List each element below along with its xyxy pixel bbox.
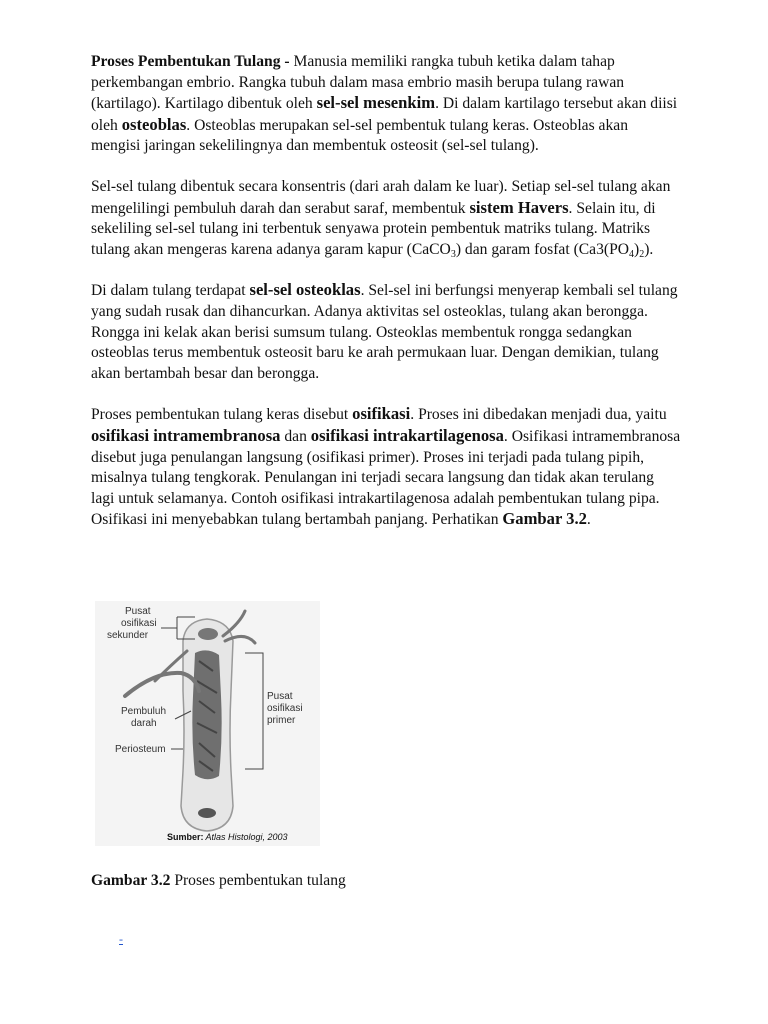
- p4-text-3: dan: [280, 427, 311, 445]
- p2-text-2: . Selain itu, di sekeliling sel-sel tulang ini terbentuk senyawa protein pembentuk matriks tulang. Matriks tulang akan mengeras karena adanya garam kapur (CaCO: [91, 199, 656, 258]
- primary-ossification-center: [192, 650, 221, 779]
- label-periosteum: Periosteum: [115, 744, 166, 755]
- label-primary-2: osifikasi: [267, 703, 303, 714]
- term-osteoklas: sel-sel osteoklas: [249, 280, 361, 300]
- p2-text-5: ).: [644, 240, 654, 258]
- bone-formation-figure: [95, 601, 320, 846]
- term-sel-mesenkim: sel-sel mesenkim: [316, 93, 436, 113]
- blood-vessel-top: [223, 611, 255, 643]
- caption-text: Proses pembentukan tulang: [170, 872, 346, 889]
- blood-vessel-branch: [155, 651, 187, 681]
- paragraph-4: [91, 404, 681, 531]
- p1-text-3: . Osteoblas merupakan sel-sel pembentuk tulang keras. Osteoblas akan mengisi jaringan sekelilingnya dan membentuk osteosit (sel-sel tulang).: [91, 116, 628, 155]
- figure-source: [167, 832, 288, 842]
- figure-source-text: Atlas Histologi, 2003: [205, 832, 288, 842]
- caption-label: Gambar 3.2: [91, 872, 171, 889]
- label-secondary-2: osifikasi: [121, 618, 157, 629]
- term-osteoblas: osteoblas: [121, 114, 187, 134]
- document-title: Proses Pembentukan Tulang -: [91, 53, 290, 70]
- p4-text-4: . Osifikasi intramembranosa disebut juga penulangan langsung (osifikasi primer). Proses ini terjadi pada tulang pipih, misalnya tulang tengkorak. Penulangan ini terjadi secara langsung dan tidak akan terulang lagi untuk selamanya. Contoh osifikasi intrakartilagenosa adalah pembentukan tulang pipa. Osifikasi ini menyebabkan tulang bertambah panjang. Perhatikan: [91, 427, 681, 529]
- label-secondary-1: Pusat: [125, 606, 151, 617]
- lower-epiphysis: [198, 808, 216, 818]
- label-primary-1: Pusat: [267, 691, 293, 702]
- p4-text-5: .: [586, 511, 591, 529]
- label-vessel-1: Pembuluh: [121, 706, 167, 717]
- paragraph-1: [91, 52, 681, 157]
- label-vessel-2: darah: [131, 718, 157, 729]
- p3-text-1: Di dalam tulang terdapat: [91, 282, 250, 300]
- figure-caption: [91, 872, 346, 890]
- label-secondary-3: sekunder: [107, 630, 149, 641]
- subscript: 4: [629, 248, 635, 260]
- p3-text-2: . Sel-sel ini berfungsi menyerap kembali sel tulang yang sudah rusak dan dihancurkan. Adanya aktivitas sel osteoklas, tulang akan berongga. Rongga ini kelak akan berisi sumsum tulang. Osteoklas membentuk rongga sedangkan osteoblas terus membentuk osteosit baru ke arah permukaan luar. Dengan demikian, tulang akan bertambah besar dan berongga.: [91, 282, 678, 382]
- term-osifikasi-intramembranosa: osifikasi intramembranosa: [91, 425, 281, 445]
- p1-text-1: Manusia memiliki rangka tubuh ketika dalam tahap perkembangan embrio. Rangka tubuh dalam masa embrio masih berupa tulang rawan (kartilago). Kartilago dibentuk oleh: [91, 53, 625, 113]
- p4-text-1: Proses pembentukan tulang keras disebut: [91, 406, 353, 424]
- bracket-primary: [245, 653, 263, 769]
- p2-text-4: ): [634, 240, 640, 258]
- term-osifikasi: osifikasi: [352, 404, 411, 424]
- document-body: [91, 52, 681, 551]
- bone-diagram: [95, 601, 320, 846]
- p4-text-2: . Proses ini dibedakan menjadi dua, yaitu: [410, 406, 667, 424]
- paragraph-3: [91, 280, 681, 384]
- figure-source-prefix: Sumber:: [167, 832, 204, 842]
- figure-reference: Gambar 3.2: [502, 509, 587, 529]
- subscript: 2: [639, 248, 645, 260]
- term-osifikasi-intrakartilagenosa: osifikasi intrakartilagenosa: [310, 425, 504, 445]
- label-primary-3: primer: [267, 715, 296, 726]
- subscript: 3: [450, 248, 456, 260]
- p2-text-1: Sel-sel tulang dibentuk secara konsentris (dari arah dalam ke luar). Setiap sel-sel tulang akan mengelilingi pembuluh darah dan serabut saraf, membentuk: [91, 177, 671, 217]
- stray-link[interactable]: -: [119, 932, 123, 946]
- p2-text-3: ) dan garam fosfat (Ca3(PO: [455, 240, 630, 258]
- term-sistem-havers: sistem Havers: [469, 197, 569, 217]
- p1-text-2: . Di dalam kartilago tersebut akan diisi oleh: [91, 95, 678, 134]
- secondary-ossification-center: [198, 628, 218, 640]
- paragraph-2: [91, 177, 681, 260]
